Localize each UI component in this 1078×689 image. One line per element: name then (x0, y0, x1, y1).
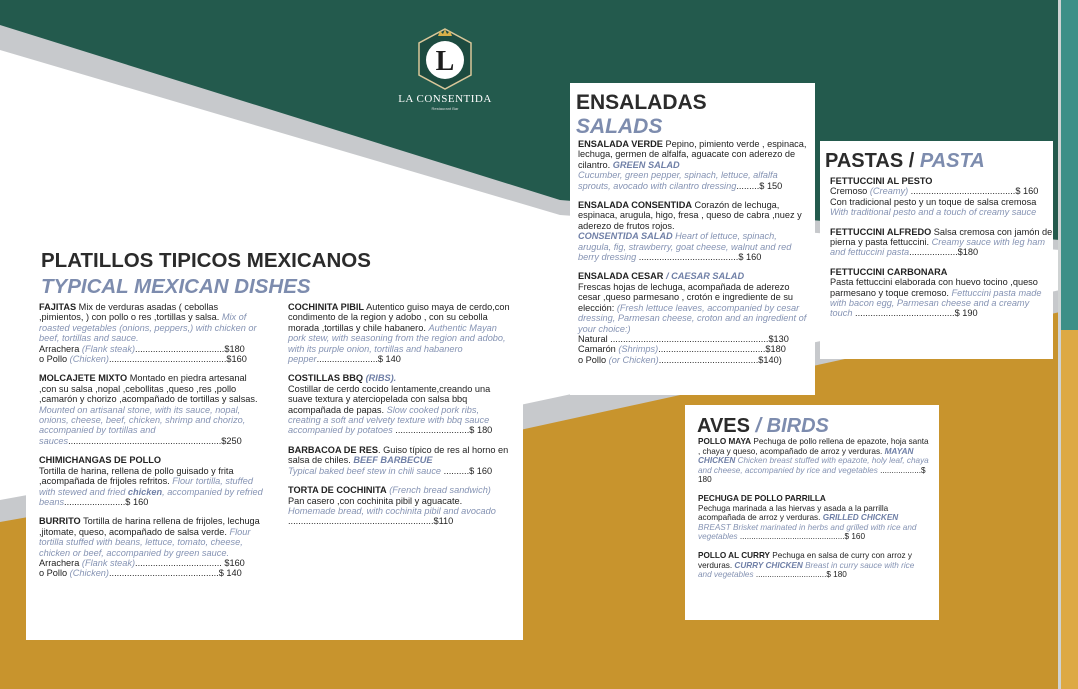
birds-heading (697, 415, 829, 438)
menu-item: ENSALADA VERDE Pepino, pimiento verde , espinaca, lechuga, germen de alfalfa, aguacate con aderezo de cilantro. GREEN SALAD Cucumber, green pepper, spinach, lettuce, alfalfa sprouts, avocado with cilantro dressing.........$ 150 (578, 139, 807, 191)
menu-item: FETTUCCINI CARBONARA Pasta fettuccini elaborada con huevo tocino ,queso parmesano y toque cremoso. Fettuccini pasta made with bacon egg, Parmesan cheese and a creamy touch .......................................$ 190 (830, 266, 1042, 319)
menu-item: CHIMICHANGAS DE POLLO Tortilla de harina, rellena de pollo guisado y frita ,acompañada de frijoles refritos. Flour tortilla, stuffed with stewed and fried chicken, accompanied by refried beans........................$ 160 (39, 455, 263, 507)
menu-item: FAJITAS Mix de verduras asadas ( cebollas ,pimientos, ) con pollo o res ,tortillas y salsa. Mix of roasted vegetables (onions, peppers,) with chicken or beef, tortillas and sauce. Arrachera (Flank steak)...................................$180 o Pollo (Chicken)..............................................$160 (39, 302, 257, 365)
menu-item: BURRITO Tortilla de harina rellena de frijoles, lechuga ,jitomate, queso, acompañado de salsa verde. Flour tortilla stuffed with beans, lettuce, tomato, cheese, chicken or beef, accompanied by green sauce. Arrachera (Flank steak).................................. $160 o Pollo (Chicken)...........................................$ 140 (39, 516, 260, 579)
mexican-col-left (39, 302, 265, 588)
logo-tagline: Restaurant Bar (431, 106, 459, 111)
logo-letter: L (435, 46, 455, 77)
logo (390, 26, 500, 126)
teal-edge (1060, 0, 1078, 330)
menu-item: POLLO MAYA Pechuga de pollo rellena de epazote, hoja santa , chaya y queso, acompañado de arroz y verduras. MAYAN CHICKEN Chicken breast stuffed with epazote, holy leaf, chaya and cheese, accompanied by rice and vegetables ..................$ 180 (698, 437, 929, 485)
salads-subtitle: SALADS (576, 115, 663, 138)
menu-item: PECHUGA DE POLLO PARRILLA Pechuga marinada a las hiervas y asada a la parrilla acompañada de arroz y verduras. GRILLED CHICKEN BREAST Brisket marinated in herbs and grilled with rice and vegetables ..............................................$ 160 (698, 493, 917, 542)
pastas-subtitle: PASTA (914, 150, 985, 172)
mexican-dishes-panel (26, 238, 523, 640)
gold-edge (1060, 330, 1078, 689)
logo-name: LA CONSENTIDA (398, 93, 492, 105)
salads-panel (570, 83, 815, 395)
mexican-heading (41, 251, 371, 299)
menu-item: MOLCAJETE MIXTO Montado en piedra artesanal ,con su salsa ,nopal ,cebollitas ,queso ,res ,pollo ,camarón y chorizo ,acompañado de tortillas y salsas. Mounted on artisanal stone, with its sauce, nopal, onions, cheese, beef, chicken, shrimp and chorizo, accompanied by tortillas and sauces............................................................$250 (39, 373, 258, 446)
birds-panel (685, 405, 939, 620)
mexican-title: PLATILLOS TIPICOS MEXICANOS (41, 249, 371, 272)
menu-item: COSTILLAS BBQ (RIBS). Costillar de cerdo cocido lentamente,creando una suave textura y aterciopelada con salsa bbq acompañada de papas. Slow cooked pork ribs, creating a soft and velvety texture with bbq sauce accompanied by potatoes .............................$ 180 (288, 373, 493, 436)
birds-subtitle: / BIRDS (749, 415, 829, 437)
salads-title: ENSALADAS (576, 91, 707, 114)
crown-icon (438, 29, 452, 36)
pastas-heading (825, 150, 985, 173)
menu-item: TORTA DE COCHINITA (French bread sandwich) Pan casero ,con cochinita pibil y aguacate. Homemade bread, with cochinita pibil and avocado .........................................................$110 (288, 485, 496, 527)
logo-emblem (410, 26, 480, 92)
menu-item: FETTUCCINI ALFREDO Salsa cremosa con jamón de pierna y pasta fettuccini. Creamy sauce with leg ham and fettuccini pasta...................$180 (830, 226, 1053, 258)
pastas-panel (820, 141, 1053, 359)
menu-item: COCHINITA PIBIL Autentico guiso maya de cerdo,con condimento de la region y adobo , con su cebolla morada ,tortillas y chile habanero. Authentic Mayan pork stew, with seasoning from the region and adobo, with its purple onion, tortillas and habanero pepper........................$ 140 (288, 302, 510, 365)
birds-title: AVES (697, 415, 750, 437)
menu-item: FETTUCCINI AL PESTO Cremoso (Creamy) .........................................$ 160 Con tradicional pesto y un toque de salsa cremosa With traditional pesto and a touch of creamy sauce (830, 176, 1039, 218)
menu-item: ENSALADA CESAR / CAESAR SALAD Frescas hojas de lechuga, acompañada de aderezo cesar ,queso parmesano , crotón e ingrediente de su elección: (Fresh lettuce leaves, accompanied by cesar dressing, Parmesan cheese, croton and an ingredient of your choice:) Natural ..............................................................$130 Camarón (Shrimps)..........................................$180 o Pollo (or Chicken).......................................$140) (578, 271, 807, 365)
pastas-title: PASTAS / (825, 150, 915, 172)
menu-item: POLLO AL CURRY Pechuga en salsa de curry con arroz y verduras. CURRY CHICKEN Breast in curry sauce with rice and vegetables ...............................$ 180 (698, 550, 915, 580)
menu-item: BARBACOA DE RES. Guiso típico de res al horno en salsa de chiles. BEEF BARBECUE Typical baked beef stew in chili sauce ..........$ 160 (288, 444, 509, 476)
mexican-subtitle: TYPICAL MEXICAN DISHES (41, 274, 311, 298)
mexican-col-right (288, 302, 512, 536)
menu-item: ENSALADA CONSENTIDA Corazón de lechuga, espinaca, arugula, higo, fresa , queso de cabra ,nuez y aderezo de frutos rojos. CONSENTIDA SALAD Heart of lettuce, spinach, arugula, fig, strawberry, goat cheese, walnut and red berry dressing .......................................$ 160 (578, 200, 802, 263)
